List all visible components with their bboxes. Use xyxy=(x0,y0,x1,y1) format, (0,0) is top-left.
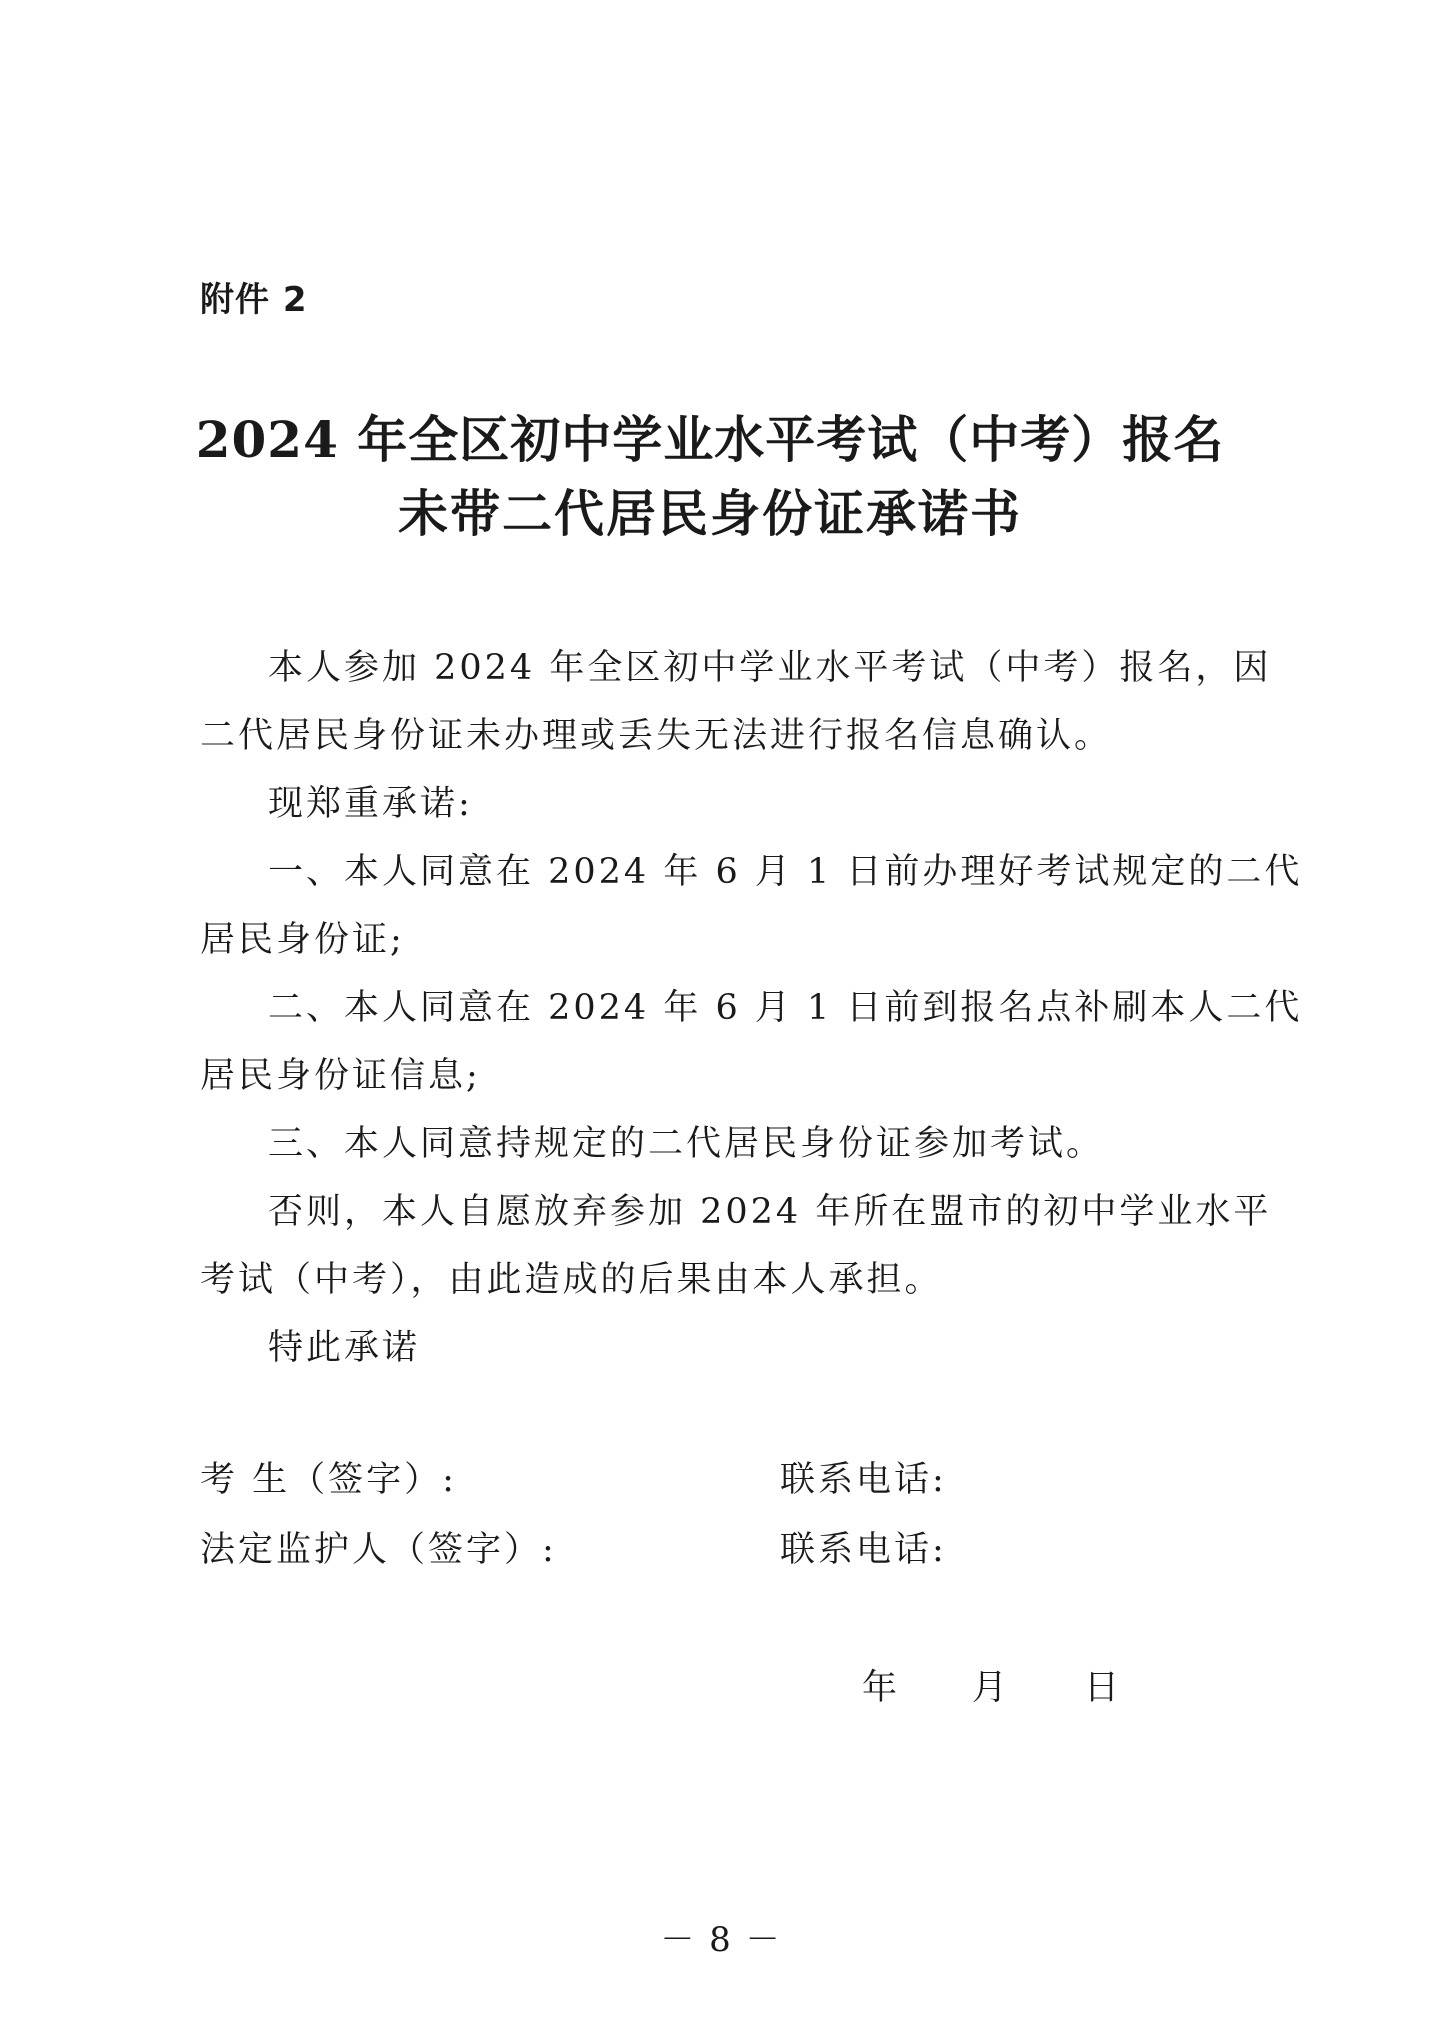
paragraph-3-line-1: 否则，本人自愿放弃参加 2024 年所在盟市的初中学业水平 xyxy=(268,1192,1272,1232)
document-title-line-2: 未带二代居民身份证承诺书 xyxy=(398,484,1022,543)
document-title-line-1: 2024 年全区初中学业水平考试（中考）报名 xyxy=(195,410,1225,469)
paragraph-1-line-2: 二代居民身份证未办理或丢失无法进行报名信息确认。 xyxy=(200,716,1113,756)
paragraph-commitment-intro: 现郑重承诺: xyxy=(268,784,473,824)
commitment-item-3: 三、本人同意持规定的二代居民身份证参加考试。 xyxy=(268,1124,1105,1164)
student-phone-label: 联系电话: xyxy=(780,1460,947,1500)
guardian-phone-label: 联系电话: xyxy=(780,1530,947,1570)
commitment-item-1-line-1: 一、本人同意在 2024 年 6 月 1 日前办理好考试规定的二代 xyxy=(268,852,1303,892)
commitment-item-2-line-2: 居民身份证信息; xyxy=(200,1056,481,1096)
student-signature-label: 考 生（签字）: xyxy=(200,1460,457,1500)
commitment-item-2-line-1: 二、本人同意在 2024 年 6 月 1 日前到报名点补刷本人二代 xyxy=(268,988,1303,1028)
paragraph-1-line-1: 本人参加 2024 年全区初中学业水平考试（中考）报名，因 xyxy=(268,648,1272,688)
page-number: － 8 － xyxy=(660,1920,782,1960)
closing-statement: 特此承诺 xyxy=(268,1328,421,1368)
date-day-label: 日 xyxy=(1084,1668,1123,1708)
guardian-signature-label: 法定监护人（签字）: xyxy=(200,1530,557,1570)
commitment-item-1-line-2: 居民身份证; xyxy=(200,920,405,960)
date-year-label: 年 xyxy=(862,1668,901,1708)
attachment-label: 附件 2 xyxy=(200,280,308,320)
date-month-label: 月 xyxy=(972,1668,1011,1708)
paragraph-3-line-2: 考试（中考），由此造成的后果由本人承担。 xyxy=(200,1260,943,1300)
